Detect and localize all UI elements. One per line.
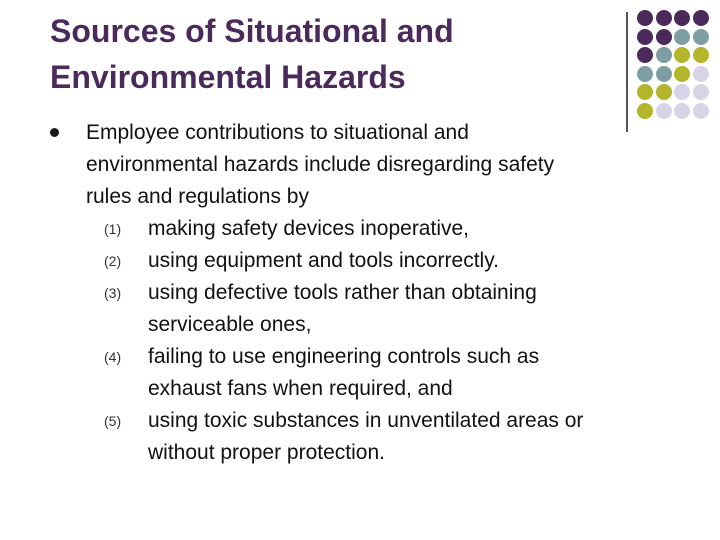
list-item-text: making safety devices inoperative, [148,217,469,240]
decorative-dot [656,10,672,26]
numbered-list [86,213,706,469]
list-item-text: failing to use engineering controls such as [148,345,540,368]
decorative-dot [674,66,690,82]
decorative-dot-grid [637,10,720,120]
decorative-dot [656,84,672,100]
list-item [86,245,706,277]
decorative-dot [674,10,690,26]
decorative-dot [693,29,709,45]
list-item-text: using toxic substances in unventilated areas or [148,409,584,432]
title-line: Sources of Situational and [50,13,454,49]
decorative-dot [637,66,653,82]
list-item-number: (4) [104,349,122,365]
decorative-dot [693,66,709,82]
decorative-dot [637,84,653,100]
decorative-dot [656,66,672,82]
list-item [86,213,706,245]
decorative-dot [656,47,672,63]
list-item [86,405,706,469]
title-line: Environmental Hazards [50,59,406,95]
list-item-text: using equipment and tools incorrectly. [148,249,499,272]
decorative-dot [674,84,690,100]
list-item-number: (1) [104,221,122,237]
decorative-dot [656,29,672,45]
decorative-dot [693,10,709,26]
bullet-dot-icon [50,128,59,137]
slide-title [50,8,610,100]
list-item [86,277,706,341]
decorative-dot [693,84,709,100]
intro-line: Employee contributions to situational and [86,121,469,144]
decorative-dot [674,47,690,63]
decorative-dot [637,47,653,63]
bullet-body [86,117,706,469]
list-item-number: (2) [104,253,122,269]
list-item-text: using defective tools rather than obtaining [148,281,537,304]
decorative-dot [674,29,690,45]
list-item-text: without proper protection. [148,441,385,464]
list-item-text: serviceable ones, [148,313,312,336]
intro-line: rules and regulations by [86,185,309,208]
decorative-vertical-rule [626,12,628,132]
list-item-text: exhaust fans when required, and [148,377,453,400]
list-item-number: (5) [104,413,122,429]
intro-line: environmental hazards include disregarding safety [86,153,555,176]
list-item [86,341,706,405]
decorative-dot [693,47,709,63]
decorative-dot [637,10,653,26]
decorative-dot [637,29,653,45]
list-item-number: (3) [104,285,122,301]
